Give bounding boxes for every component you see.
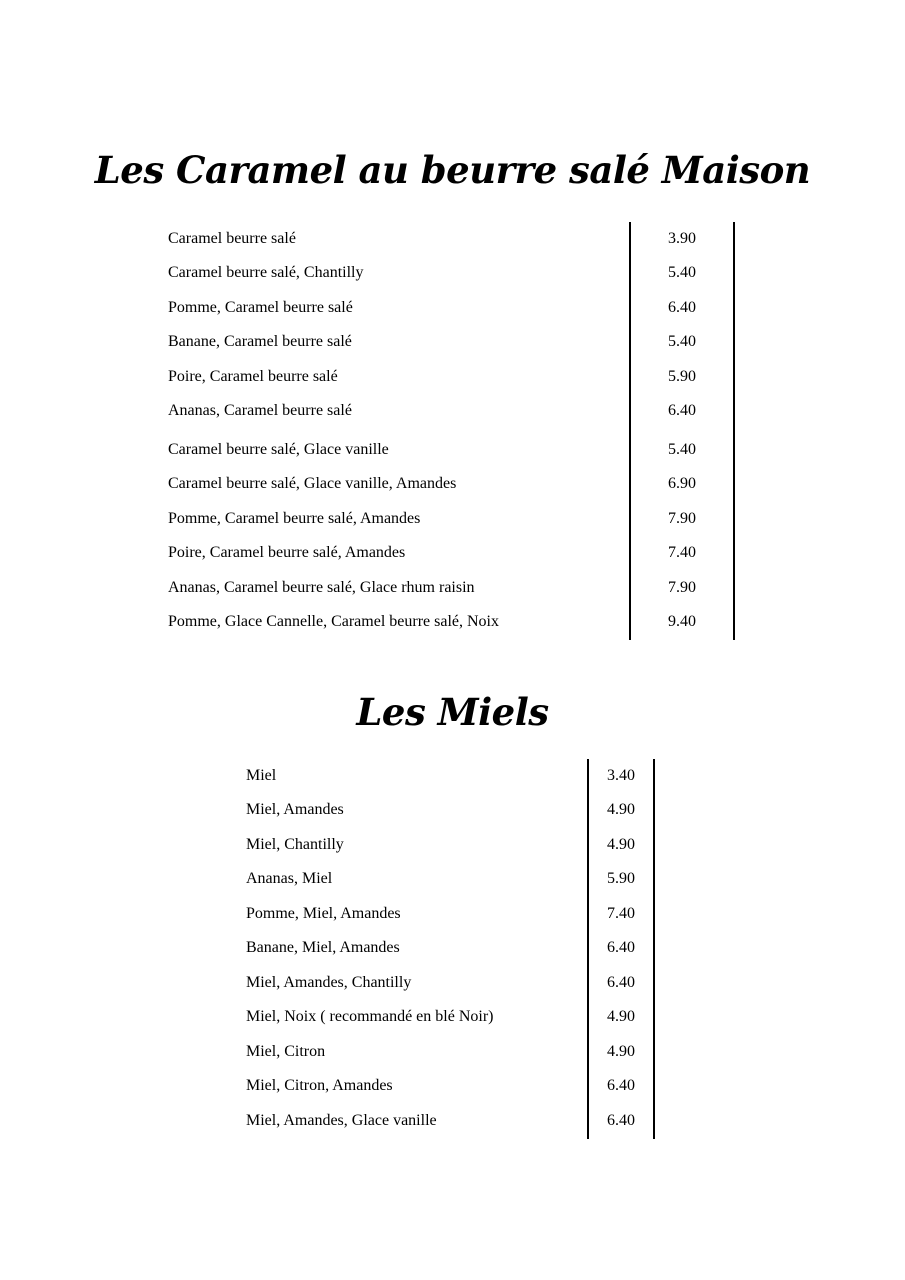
item-name: Ananas, Caramel beurre salé, Glace rhum raisin: [168, 579, 475, 596]
item-price: 7.40: [607, 905, 635, 922]
item-name: Caramel beurre salé: [168, 230, 296, 247]
item-price: 3.90: [668, 230, 696, 247]
caramel-price-list: [0, 222, 905, 640]
menu-item: [0, 897, 905, 931]
item-name: Pomme, Glace Cannelle, Caramel beurre salé, Noix: [168, 613, 499, 630]
item-price: 6.40: [607, 1077, 635, 1094]
item-price: 9.40: [668, 613, 696, 630]
menu-item: [0, 828, 905, 862]
menu-item: [0, 571, 905, 605]
item-name: Miel, Citron, Amandes: [246, 1077, 393, 1094]
menu-item: [0, 433, 905, 467]
item-price: 6.40: [668, 402, 696, 419]
item-name: Miel, Citron: [246, 1043, 326, 1060]
item-price: 5.40: [668, 441, 696, 458]
menu-item: [0, 793, 905, 827]
item-price: 7.90: [668, 510, 696, 527]
item-price: 6.90: [668, 475, 696, 492]
menu-item: [0, 394, 905, 428]
menu-item: [0, 966, 905, 1000]
menu-item: [0, 1069, 905, 1103]
item-name: Poire, Caramel beurre salé, Amandes: [168, 544, 406, 561]
menu-item: [0, 605, 905, 639]
item-name: Pomme, Caramel beurre salé: [168, 299, 353, 316]
item-name: Pomme, Caramel beurre salé, Amandes: [168, 510, 421, 527]
menu-item: [0, 931, 905, 965]
item-name: Caramel beurre salé, Chantilly: [168, 264, 364, 281]
item-price: 5.90: [668, 368, 696, 385]
item-price: 3.40: [607, 767, 635, 784]
item-name: Banane, Miel, Amandes: [246, 939, 400, 956]
item-price: 4.90: [607, 801, 635, 818]
menu-item: [0, 360, 905, 394]
miels-price-list: [0, 759, 905, 1139]
menu-item: [0, 467, 905, 501]
item-name: Ananas, Caramel beurre salé: [168, 402, 352, 419]
menu-item: [0, 536, 905, 570]
item-price: 4.90: [607, 1008, 635, 1025]
section-title-caramel: Les Caramel au beurre salé Maison: [94, 148, 811, 192]
item-price: 6.40: [607, 974, 635, 991]
item-price: 4.90: [607, 1043, 635, 1060]
item-name: Poire, Caramel beurre salé: [168, 368, 338, 385]
menu-item: [0, 325, 905, 359]
item-name: Miel, Amandes, Glace vanille: [246, 1112, 437, 1129]
item-name: Caramel beurre salé, Glace vanille, Amandes: [168, 475, 457, 492]
item-name: Miel, Noix ( recommandé en blé Noir): [246, 1008, 494, 1025]
menu-item: [0, 1035, 905, 1069]
item-name: Miel, Amandes: [246, 801, 344, 818]
menu-item: [0, 862, 905, 896]
item-price: 5.40: [668, 333, 696, 350]
item-name: Caramel beurre salé, Glace vanille: [168, 441, 389, 458]
item-name: Miel, Amandes, Chantilly: [246, 974, 412, 991]
menu-item: [0, 256, 905, 290]
menu-item: [0, 1000, 905, 1034]
item-name: Pomme, Miel, Amandes: [246, 905, 401, 922]
item-price: 4.90: [607, 836, 635, 853]
section-title-miels: Les Miels: [356, 690, 549, 734]
menu-item: [0, 759, 905, 793]
menu-item: [0, 291, 905, 325]
item-name: Miel, Chantilly: [246, 836, 344, 853]
menu-item: [0, 222, 905, 256]
item-price: 5.40: [668, 264, 696, 281]
menu-item: [0, 502, 905, 536]
item-price: 7.90: [668, 579, 696, 596]
item-price: 6.40: [607, 939, 635, 956]
item-name: Banane, Caramel beurre salé: [168, 333, 352, 350]
item-price: 6.40: [668, 299, 696, 316]
item-price: 7.40: [668, 544, 696, 561]
item-price: 5.90: [607, 870, 635, 887]
item-name: Miel: [246, 767, 277, 784]
item-name: Ananas, Miel: [246, 870, 333, 887]
item-price: 6.40: [607, 1112, 635, 1129]
menu-item: [0, 1104, 905, 1138]
